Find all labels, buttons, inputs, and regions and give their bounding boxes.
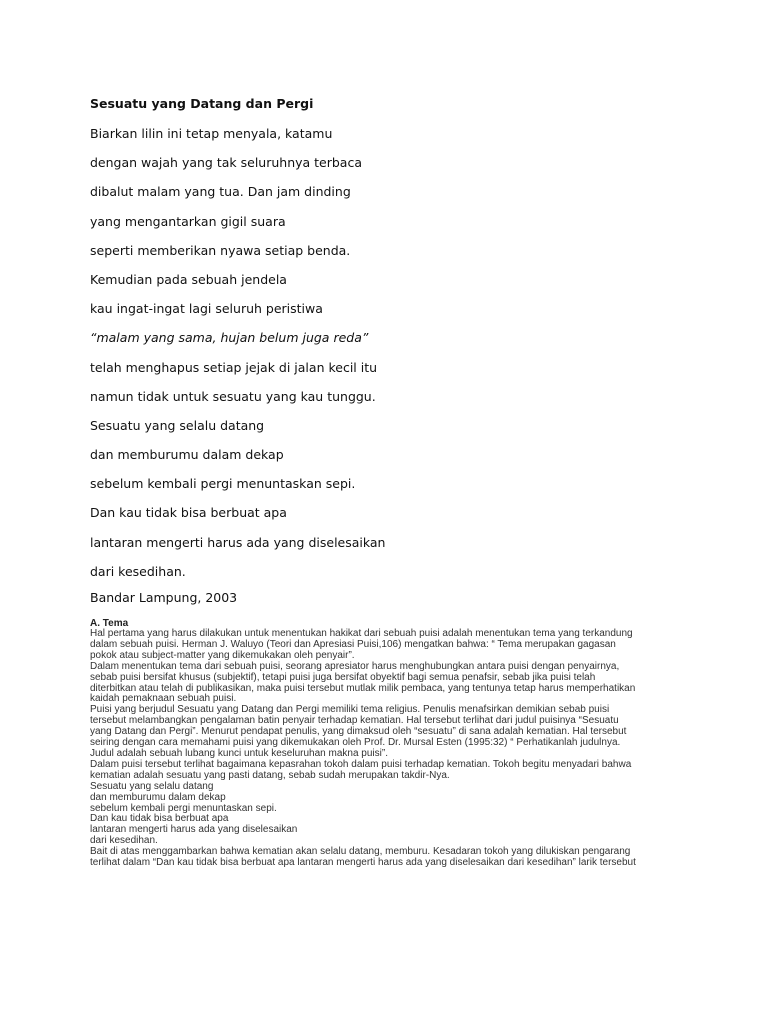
section-heading: A. Tema xyxy=(90,618,129,629)
analysis-line: Dalam menentukan tema dari sebuah puisi, seorang apresiator harus menghubungkan antara puisi dengan penyairnya, xyxy=(90,660,620,672)
poem-line: dengan wajah yang tak seluruhnya terbaca xyxy=(90,155,363,171)
poem-line: namun tidak untuk sesuatu yang kau tunggu. xyxy=(90,388,376,404)
analysis-line: Dan kau tidak bisa berbuat apa xyxy=(90,813,229,825)
poem-line: seperti memberikan nyawa setiap benda. xyxy=(90,242,351,258)
poem-line: telah menghapus setiap jejak di jalan kecil itu xyxy=(90,359,378,375)
poem-line: lantaran mengerti harus ada yang diselesaikan xyxy=(90,534,386,550)
analysis-line: terlihat dalam “Dan kau tidak bisa berbuat apa lantaran mengerti harus ada yang diselesaikan dari kesedihan” larik tersebut xyxy=(90,857,636,869)
analysis-line: diterbitkan atau telah di publikasikan, maka puisi tersebut mutlak milik pembaca, yang tentunya tetap harus memperhatikan xyxy=(90,682,636,694)
analysis-line: Bait di atas menggambarkan bahwa kematian akan selalu datang, memburu. Kesadaran tokoh yang dilukiskan pengarang xyxy=(90,846,631,858)
poem-line: dan memburumu dalam dekap xyxy=(90,447,284,463)
analysis-line: Dalam puisi tersebut terlihat bagaimana kepasrahan tokoh dalam puisi terhadap kematian. Tokoh begitu menyadari bahwa xyxy=(90,758,632,770)
poem-line: Sesuatu yang selalu datang xyxy=(90,417,265,433)
analysis-line: Sesuatu yang selalu datang xyxy=(90,780,214,792)
analysis-line: tersebut melambangkan pengalaman batin penyair terhadap kematian. Hal tersebut terlihat dari judul puisinya “Sesuatu xyxy=(90,715,619,727)
analysis-section xyxy=(90,618,680,869)
analysis-line: pokok atau subject-matter yang dikemukakan oleh penyair”. xyxy=(90,649,355,661)
analysis-line: seiring dengan cara memahami puisi yang dikemukakan oleh Prof. Dr. Mursal Esten (1995:32) “ Perhatikanlah judulnya. xyxy=(90,737,621,749)
analysis-line: sebelum kembali pergi menuntaskan sepi. xyxy=(90,802,277,814)
poem-body xyxy=(90,126,385,593)
poem-line: yang mengantarkan gigil suara xyxy=(90,213,286,229)
analysis-line: dalam sebuah puisi. Herman J. Waluyo (Teori dan Apresiasi Puisi,106) mengatkan bahwa: “ Tema merupakan gagasan xyxy=(90,638,616,650)
analysis-line: dari kesedihan. xyxy=(90,835,158,847)
analysis-line: kaidah pemaknaan sebuah puisi. xyxy=(90,693,237,705)
analysis-line: lantaran mengerti harus ada yang diselesaikan xyxy=(90,824,298,836)
analysis-body xyxy=(90,629,680,869)
analysis-line: sebab puisi bersifat khusus (subjektif), tetapi puisi juga bersifat obyektif bagi semua penafsir, sebab jika puisi telah xyxy=(90,671,596,683)
poem-title: Sesuatu yang Datang dan Pergi xyxy=(90,96,314,111)
poem-line: sebelum kembali pergi menuntaskan sepi. xyxy=(90,476,356,492)
poem-line: kau ingat-ingat lagi seluruh peristiwa xyxy=(90,301,323,317)
analysis-line: Hal pertama yang harus dilakukan untuk menentukan hakikat dari sebuah puisi adalah menentukan tema yang terkandung xyxy=(90,628,633,639)
poem-line: “malam yang sama, hujan belum juga reda” xyxy=(90,330,369,346)
poem-line: Dan kau tidak bisa berbuat apa xyxy=(90,505,287,521)
analysis-line: Puisi yang berjudul Sesuatu yang Datang dan Pergi memiliki tema religius. Penulis menafsirkan demikian sebab puisi xyxy=(90,704,610,716)
poem-place-date: Bandar Lampung, 2003 xyxy=(90,590,238,605)
poem-line: dibalut malam yang tua. Dan jam dinding xyxy=(90,184,351,200)
analysis-line: Judul adalah sebuah lubang kunci untuk keseluruhan makna puisi”. xyxy=(90,747,388,759)
analysis-line: yang Datang dan Pergi”. Menurut pendapat penulis, yang dimaksud oleh “sesuatu” di sana adalah kematian. Hal tersebut xyxy=(90,726,627,738)
poem-line: Kemudian pada sebuah jendela xyxy=(90,271,287,287)
poem-line: dari kesedihan. xyxy=(90,563,186,579)
poem-line: Biarkan lilin ini tetap menyala, katamu xyxy=(90,126,333,141)
analysis-line: kematian adalah sesuatu yang pasti datang, sebab sudah merupakan takdir-Nya. xyxy=(90,769,450,781)
analysis-line: dan memburumu dalam dekap xyxy=(90,791,226,803)
